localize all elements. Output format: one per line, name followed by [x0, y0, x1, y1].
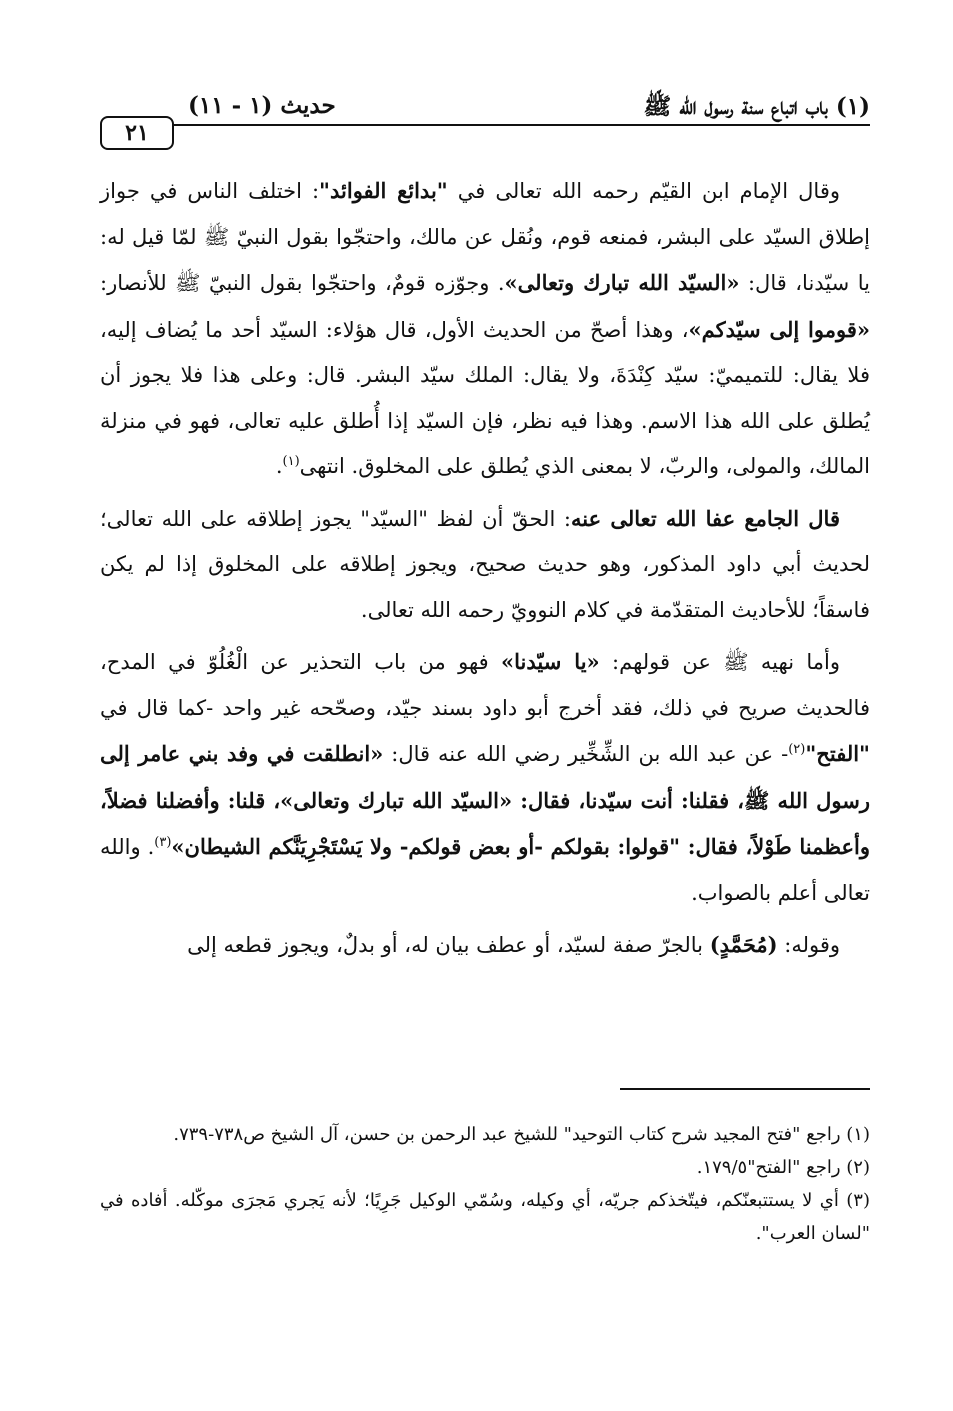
footnotes — [100, 1118, 870, 1250]
chapter-title: (١) باب اتباع سنة رسول الله ﷺ — [643, 93, 870, 120]
text-run: : الحقّ أن لفظ "السيّد" يجوز إطلاقه على الله تعالى؛ لحديث أبي داود المذكور، وهو حديث صحيح، ويجوز إطلاقه على المخلوق إذا لم يكن فاسقاً؛ للأحاديث المتقدّمة في كلام النوويّ رحمه الله تعالى. — [100, 506, 870, 622]
book-title: "الفتح" — [805, 741, 870, 766]
hadith-quote: «قوموا إلى سيّدكم» — [688, 316, 870, 342]
text-run: وأما نهيه ﷺ عن قولهم: — [599, 650, 840, 674]
text-run: بالجرّ صفة لسيّد، أو عطف بيان له، أو بدلٌ، ويجوز قطعه إلى — [187, 933, 710, 957]
footnote-ref: (٣) — [154, 835, 172, 850]
footnote-1: (١) راجع "فتح المجيد شرح كتاب التوحيد" للشيخ عبد الرحمن بن حسن، آل الشيخ ص٧٣٨-٧٣٩. — [173, 1124, 870, 1145]
text-run: وقال الإمام ابن القيّم رحمه الله تعالى في — [447, 179, 840, 203]
footnote-ref: (١) — [282, 454, 300, 469]
footnote-separator — [620, 1088, 870, 1090]
text-run: : اختلف الناس في جواز إطلاق السيّد على البشر، فمنعه قوم، ونُقل عن مالك، واحتجّوا بقول النبيّ ﷺ لمّا قيل له: يا سيّدنا، قال: — [100, 179, 871, 295]
text-run: ، وهذا أصحّ من الحديث الأول، قال هؤلاء: السيّد أحد ما يُضاف إليه، فلا يقال: للتميميّ: سيّد كِنْدَةَ، ولا يقال: الملك سيّد البشر. قال: وعلى هذا فلا يجوز أن يُطلق على الله هذا الاسم. وهذا فيه نظر، فإن السيّد إذا أُطلق عليه تعالى، فهو في منزلة المالك، والمولى، والربّ، لا بمعنى الذي يُطلق على المخلوق. انتهى — [100, 317, 870, 478]
book-title: "بدائع الفوائد" — [319, 178, 448, 203]
text-run: فهو من باب التحذير عن الْغُلُوّ في المدح، فالحديث صريح في ذلك، فقد أخرج أبو داود بسند جيّد، وصحّحه غير واحد -كما قال في — [100, 650, 870, 720]
page-number: ٢١ — [100, 116, 174, 150]
hadith-quote: «يا سيّدنا» — [501, 649, 600, 674]
text-run: وقوله: — [777, 933, 840, 957]
hadith-range: حديث (١ - ١١) — [188, 92, 336, 119]
paragraph-2 — [100, 496, 870, 634]
main-text — [100, 168, 870, 975]
text-run: - عن عبد الله بن الشِّخِّير رضي الله عنه قال: — [383, 742, 789, 766]
text-run: . وجوّزه قومٌ، واحتجّوا بقول النبيّ ﷺ للأنصار: — [100, 271, 505, 295]
paragraph-4 — [100, 922, 870, 969]
text-run: . — [275, 454, 283, 478]
footnote-ref: (٢) — [788, 742, 806, 757]
term: (مُحَمَّدٍ) — [709, 932, 778, 957]
running-header — [100, 88, 870, 148]
footnote-3: (٣) أي لا يستتبعنّكم، فيتّخذكم جريّه، أي وكيله، وسُمّي الوكيل جَرِيًا؛ لأنه يَجري مَجرَى موكّله. أفاده في "لسان العرب". — [100, 1190, 870, 1244]
paragraph-3 — [100, 639, 870, 916]
text-run: . والله تعالى أعلم بالصواب. — [100, 835, 870, 905]
paragraph-1 — [100, 168, 870, 490]
hadith-quote: «انطلقت في وفد بني عامر إلى رسول الله ﷺ، فقلنا: أنت سيّدنا، فقال: «السيّد الله تبارك وتعالى»، قلنا: وأفضلنا فضلاً، وأعظمنا طَوْلاً، فقال: "قولوا: بقولكم -أو بعض قولكم- ولا يَسْتَجْرِيَنَّكم الشيطان» — [100, 741, 871, 859]
author-lead: قال الجامع عفا الله تعالى عنه — [571, 505, 840, 531]
hadith-quote: «السيّد الله تبارك وتعالى» — [504, 270, 740, 295]
footnote-2: (٢) راجع "الفتح"١٧٩/٥. — [696, 1157, 870, 1178]
